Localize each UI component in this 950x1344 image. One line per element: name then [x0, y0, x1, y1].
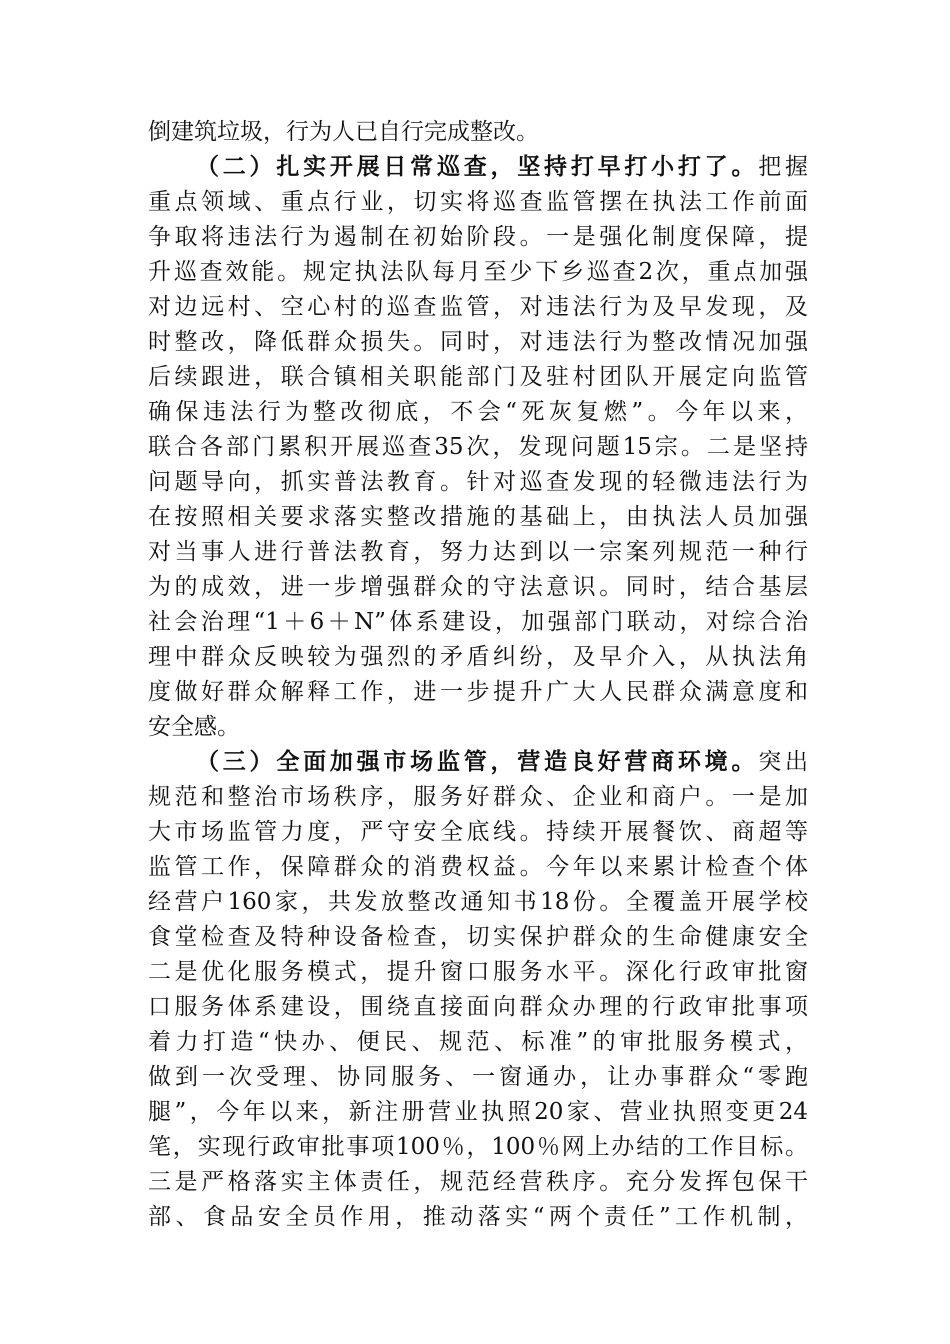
paragraph-heading-line — [196, 147, 808, 187]
text-line — [148, 427, 808, 467]
line-text: 部、食品安全员作用，推动落实“两个责任”工作机制， — [148, 1204, 808, 1230]
text-line — [148, 917, 808, 957]
text-line — [148, 287, 808, 327]
text-line — [148, 1057, 808, 1097]
line-text: 大市场监管力度，严守安全底线。持续开展餐饮、商超等 — [148, 819, 808, 845]
text-line — [148, 1022, 808, 1062]
line-text: 把握 — [758, 154, 809, 180]
line-text: 经营户160家，共发放整改通知书18份。全覆盖开展学校 — [148, 889, 808, 915]
line-text: 腿”，今年以来，新注册营业执照20家、营业执照变更24 — [148, 1099, 808, 1125]
line-text: 笔，实现行政审批事项100％，100％网上办结的工作目标。 — [148, 1134, 808, 1160]
text-line — [148, 567, 808, 607]
line-text: 安全感。 — [148, 714, 240, 740]
line-text: 食堂检查及特种设备检查，切实保护群众的生命健康安全 — [148, 924, 808, 950]
line-text: 社会治理“1＋6＋N”体系建设，加强部门联动，对综合治 — [148, 609, 808, 635]
line-text: 理中群众反映较为强烈的矛盾纠纷，及早介入，从执法角 — [148, 644, 808, 670]
line-text: 倒建筑垃圾，行为人已自行完成整改。 — [148, 119, 539, 145]
line-text: 二是优化服务模式，提升窗口服务水平。深化行政审批窗 — [148, 959, 808, 985]
line-text: 重点领域、重点行业，切实将巡查监管摆在执法工作前面 — [148, 189, 808, 215]
text-line — [148, 1092, 808, 1132]
text-line — [148, 707, 808, 747]
text-line — [148, 777, 808, 817]
text-line — [148, 357, 808, 397]
text-line — [148, 812, 808, 852]
text-line — [148, 217, 808, 257]
line-text: 在按照相关要求落实整改措施的基础上，由执法人员加强 — [148, 504, 808, 530]
text-line — [148, 322, 808, 362]
text-line — [148, 532, 808, 572]
line-text: 三是严格落实主体责任，规范经营秩序。充分发挥包保干 — [148, 1169, 808, 1195]
text-line — [148, 952, 808, 992]
line-text: 口服务体系建设，围绕直接面向群众办理的行政审批事项 — [148, 994, 808, 1020]
line-text: 着力打造“快办、便民、规范、标准”的审批服务模式， — [148, 1029, 808, 1055]
text-line — [148, 847, 808, 887]
text-line — [148, 637, 808, 677]
line-text: 为的成效，进一步增强群众的守法意识。同时，结合基层 — [148, 574, 808, 600]
line-text: 突出 — [758, 749, 809, 775]
text-line — [148, 182, 808, 222]
text-line — [148, 672, 808, 712]
line-text: 升巡查效能。规定执法队每月至少下乡巡查2次，重点加强 — [148, 259, 808, 285]
text-line — [148, 1127, 808, 1167]
line-text: 监管工作，保障群众的消费权益。今年以来累计检查个体 — [148, 854, 808, 880]
line-text: 后续跟进，联合镇相关职能部门及驻村团队开展定向监管 — [148, 364, 808, 390]
text-line — [148, 987, 808, 1027]
text-line — [148, 392, 808, 432]
line-text: 确保违法行为整改彻底，不会“死灰复燃”。今年以来， — [148, 399, 808, 425]
text-line — [148, 252, 808, 292]
text-line — [148, 602, 808, 642]
line-text: 争取将违法行为遏制在初始阶段。一是强化制度保障，提 — [148, 224, 808, 250]
line-text: 时整改，降低群众损失。同时，对违法行为整改情况加强 — [148, 329, 808, 355]
text-line — [148, 112, 808, 152]
section-heading-2: （二）扎实开展日常巡查，坚持打早打小打了。 — [196, 153, 759, 180]
text-line — [148, 462, 808, 502]
text-line — [148, 1197, 808, 1237]
line-text: 对当事人进行普法教育，努力达到以一宗案列规范一种行 — [148, 539, 808, 565]
paragraph-heading-line — [196, 742, 808, 782]
text-line — [148, 882, 808, 922]
text-line — [148, 497, 808, 537]
line-text: 做到一次受理、协同服务、一窗通办，让办事群众“零跑 — [148, 1064, 808, 1090]
line-text: 规范和整治市场秩序，服务好群众、企业和商户。一是加 — [148, 784, 808, 810]
line-text: 联合各部门累积开展巡查35次，发现问题15宗。二是坚持 — [148, 434, 808, 460]
text-line — [148, 1162, 808, 1202]
line-text: 问题导向，抓实普法教育。针对巡查发现的轻微违法行为 — [148, 469, 808, 495]
line-text: 对边远村、空心村的巡查监管，对违法行为及早发现，及 — [148, 294, 808, 320]
line-text: 度做好群众解释工作，进一步提升广大人民群众满意度和 — [148, 679, 808, 705]
section-heading-3: （三）全面加强市场监管，营造良好营商环境。 — [196, 748, 759, 775]
